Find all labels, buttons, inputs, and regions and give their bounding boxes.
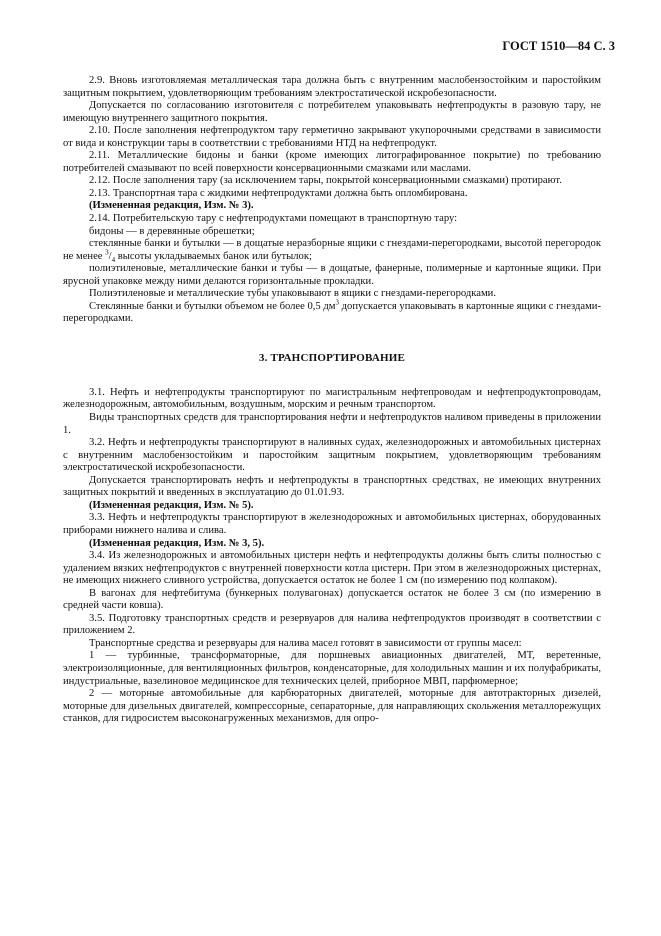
paragraph: Допускается транспортировать нефть и нефтепродукты в транспортных средствах, не имеющих внутренних защитных покрытий и введенных в эксплуатацию до 01.01.93. bbox=[63, 474, 601, 499]
paragraph-3-2: 3.2. Нефть и нефтепродукты транспортируют в наливных судах, железнодорожных и автомобильных цистернах с внутренним маслобензостойким и паростойким защитным покрытием, удовлетворяющим требованиям электростатической искробезопасности. bbox=[63, 437, 601, 474]
document-body bbox=[63, 75, 601, 726]
paragraph-3-4: 3.4. Из железнодорожных и автомобильных цистерн нефть и нефтепродукты должны быть слиты полностью с удалением вязких нефтепродуктов с внутренней поверхности котла цистерн. При этом в железнодорожных цистернах, не имеющих нижнего сливного устройства, допускается остаток не более 1 см (по измерению под колпаком). bbox=[63, 550, 601, 587]
paragraph-glass-volume bbox=[63, 298, 602, 326]
paragraph-3-5: 3.5. Подготовку транспортных средств и резервуаров для налива нефтепродуктов производят в соответствии с приложением 2. bbox=[63, 612, 601, 637]
amendment-note: (Измененная редакция, Изм. № 3). bbox=[89, 200, 254, 212]
paragraph-group-1: 1 — турбинные, трансформаторные, для поршневых авиационных двигателей, МТ, веретенные, электроизоляционные, для вентиляционных фильтров, конденсаторные, для холодильных машин и их полуфабрикаты, индустриальные, вазелиновое медицинское для технических целей, приборное МВП, парфюмерное; bbox=[63, 650, 601, 687]
paragraph: Виды транспортных средств для транспортирования нефти и нефтепродуктов наливом приведены в приложении 1. bbox=[63, 412, 601, 436]
fraction-denominator: 4 bbox=[111, 255, 116, 264]
section-heading: 3. ТРАНСПОРТИРОВАНИЕ bbox=[258, 351, 406, 364]
paragraph: Допускается по согласованию изготовителя с потребителем упаковывать нефтепродукты в разовую тару, не имеющую внутреннего защитного покрытия. bbox=[63, 100, 601, 124]
paragraph-2-11: 2.11. Металлические бидоны и банки (кроме имеющих литографированное покрытие) по требованию потребителей смазывают по всей поверхности консервационными смазками или маслами. bbox=[63, 150, 601, 174]
text-span: допускается упаковывать в картонные ящики с гнездами-перегородками. bbox=[63, 300, 602, 325]
amendment-note: (Измененная редакция, Изм. № 5). bbox=[89, 499, 254, 511]
paragraph-2-13: 2.13. Транспортная тара с жидкими нефтепродуктами должна быть опломбирована. bbox=[89, 187, 468, 199]
fraction bbox=[105, 248, 116, 264]
text-span: стеклянные банки и бутылки — в дощатые неразборные ящики с гнездами-перегородками, высотой перегородок не менее bbox=[63, 238, 601, 262]
paragraph-2-14: 2.14. Потребительскую тару с нефтепродуктами помещают в транспортную тару: bbox=[89, 213, 458, 225]
page-header: ГОСТ 1510—84 С. 3 bbox=[502, 39, 615, 53]
paragraph: Транспортные средства и резервуары для налива масел готовят в зависимости от группы масел: bbox=[89, 637, 522, 649]
paragraph-3-3: 3.3. Нефть и нефтепродукты транспортируют в железнодорожных и автомобильных цистернах, оборудованных приборами нижнего налива и слива. bbox=[63, 512, 601, 536]
amendment-note: (Измененная редакция, Изм. № 3, 5). bbox=[89, 537, 265, 549]
paragraph-group-2: 2 — моторные автомобильные для карбюраторных двигателей, моторные для автотракторных дизелей, моторные для дизельных двигателей, компрессорные, сепараторные, для направляющих скольжения металлорежущих станков, для гидросистем высоконагруженных механизмов, для опро- bbox=[63, 688, 601, 725]
paragraph-glass-jars bbox=[63, 238, 601, 263]
paragraph: В вагонах для нефтебитума (бункерных полувагонах) допускается остаток не более 3 см (по измерению в средней части ковша). bbox=[63, 587, 601, 612]
fraction-numerator: 3 bbox=[105, 248, 109, 257]
text-span: высоты укладываемых банок или бутылок; bbox=[115, 250, 312, 262]
paragraph-2-12: 2.12. После заполнения тару (за исключением тары, покрытой консервационными смазками) протирают. bbox=[89, 175, 562, 187]
superscript: 3 bbox=[335, 298, 339, 307]
paragraph: бидоны — в деревянные обрешетки; bbox=[89, 225, 255, 237]
paragraph-2-10: 2.10. После заполнения нефтепродуктом тару герметично закрывают укупорочными средствами в зависимости от вида и конструкции тары в соответствии с требованиями НТД на нефтепродукт. bbox=[63, 125, 601, 149]
text-span: Стеклянные банки и бутылки объемом не более 0,5 дм bbox=[89, 300, 336, 312]
paragraph: полиэтиленовые, металлические банки и тубы — в дощатые, фанерные, полимерные и картонные ящики. При ярусной упаковке между ними делаются горизонтальные прокладки. bbox=[63, 263, 601, 287]
paragraph-2-9: 2.9. Вновь изготовляемая металлическая тара должна быть с внутренним маслобензостойким и паростойким защитным покрытием, удовлетворяющим требованиям электростатической искробезопасности. bbox=[63, 75, 601, 99]
fraction-slash: / bbox=[108, 250, 112, 262]
paragraph-3-1: 3.1. Нефть и нефтепродукты транспортируют по магистральным нефтепроводам и нефтепродуктопроводам, железнодорожным, автомобильным, воздушным, морским и речным транспортом. bbox=[63, 386, 601, 411]
paragraph: Полиэтиленовые и металлические тубы упаковывают в ящики с гнездами-перегородками. bbox=[89, 288, 496, 300]
